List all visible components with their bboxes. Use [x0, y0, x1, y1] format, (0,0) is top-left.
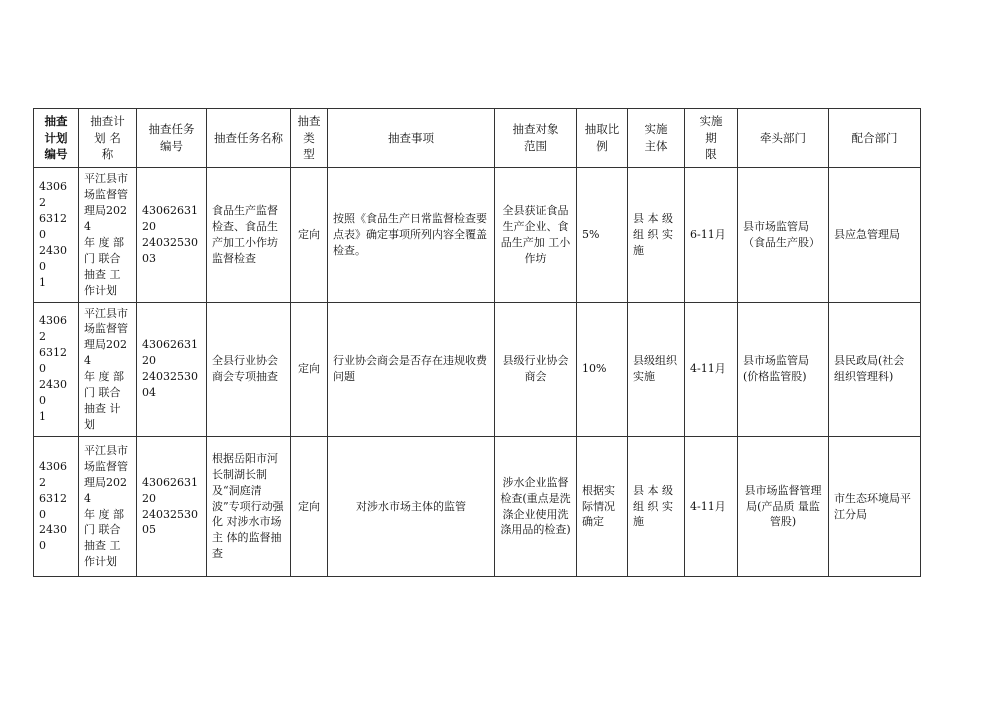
header-period: 实施 期 限: [685, 109, 738, 168]
cell-plan-no: 43062 63120 24300 1: [34, 302, 79, 437]
cell-lead-dept: 县市场监管局（食品生产股）: [738, 168, 829, 303]
cell-check-type: 定向: [291, 302, 328, 437]
header-check-scope: 抽查对象 范围: [495, 109, 577, 168]
cell-period: 4-11月: [685, 437, 738, 577]
cell-check-scope: 全县获证食品生产企业、食品生产加 工小作坊: [495, 168, 577, 303]
cell-plan-no: 43062 63120 24300: [34, 437, 79, 577]
cell-check-items: 对涉水市场主体的监管: [328, 437, 495, 577]
cell-coop-dept: 市生态环境局平江分局: [829, 437, 921, 577]
cell-check-items: 按照《食品生产日常监督检查要点表》确定事项所列内容全覆盖检查。: [328, 168, 495, 303]
table-header-row: [34, 109, 921, 168]
header-plan-name: 抽查计 划 名 称: [79, 109, 137, 168]
cell-period: 4-11月: [685, 302, 738, 437]
cell-ratio: 5%: [577, 168, 628, 303]
cell-plan-name: 平江县市 场监督管 理局2024 年 度 部 门 联合 抽查 工 作计划: [79, 168, 137, 303]
cell-coop-dept: 县民政局(社会组织管理科): [829, 302, 921, 437]
cell-ratio: 10%: [577, 302, 628, 437]
header-check-items: 抽查事项: [328, 109, 495, 168]
cell-task-name: 食品生产监督检查、食品生产加工小作坊监督检查: [207, 168, 291, 303]
table-row: [34, 302, 921, 437]
cell-check-type: 定向: [291, 437, 328, 577]
header-implementer: 实施 主体: [628, 109, 685, 168]
cell-task-no: 4306263120 2403253004: [137, 302, 207, 437]
header-task-no: 抽查任务 编号: [137, 109, 207, 168]
header-ratio: 抽取比 例: [577, 109, 628, 168]
cell-ratio: 根据实际情况确定: [577, 437, 628, 577]
table-row: [34, 437, 921, 577]
cell-coop-dept: 县应急管理局: [829, 168, 921, 303]
cell-implementer: 县级组织实施: [628, 302, 685, 437]
cell-implementer: 县 本 级 组 织 实 施: [628, 437, 685, 577]
header-plan-no: 抽查 计划 编号: [34, 109, 79, 168]
cell-check-items: 行业协会商会是否存在违规收费问题: [328, 302, 495, 437]
cell-plan-name: 平江县市 场监督管 理局2024 年 度 部 门 联合 抽查 工 作计划: [79, 437, 137, 577]
cell-task-name: 根据岳阳市河长制湖长制及“洞庭清波”专项行动强化 对涉水市场主 体的监督抽查: [207, 437, 291, 577]
table-row: [34, 168, 921, 303]
cell-implementer: 县 本 级 组 织 实 施: [628, 168, 685, 303]
header-coop-dept: 配合部门: [829, 109, 921, 168]
header-lead-dept: 牵头部门: [738, 109, 829, 168]
cell-lead-dept: 县市场监督管理局(产品质 量监管股): [738, 437, 829, 577]
cell-period: 6-11月: [685, 168, 738, 303]
cell-task-no: 4306263120 2403253005: [137, 437, 207, 577]
cell-plan-no: 43062 63120 24300 1: [34, 168, 79, 303]
cell-plan-name: 平江县市 场监督管 理局2024 年 度 部 门 联合 抽查 计 划: [79, 302, 137, 437]
cell-lead-dept: 县市场监管局(价格监管股): [738, 302, 829, 437]
header-check-type: 抽查 类 型: [291, 109, 328, 168]
header-task-name: 抽查任务名称: [207, 109, 291, 168]
cell-check-scope: 县级行业协会商会: [495, 302, 577, 437]
cell-check-type: 定向: [291, 168, 328, 303]
cell-check-scope: 涉水企业监督检查(重点是洗涤企业使用洗涤用品的检查): [495, 437, 577, 577]
cell-task-no: 4306263120 2403253003: [137, 168, 207, 303]
cell-task-name: 全县行业协会商会专项抽查: [207, 302, 291, 437]
joint-inspection-plan-table: [33, 108, 921, 577]
